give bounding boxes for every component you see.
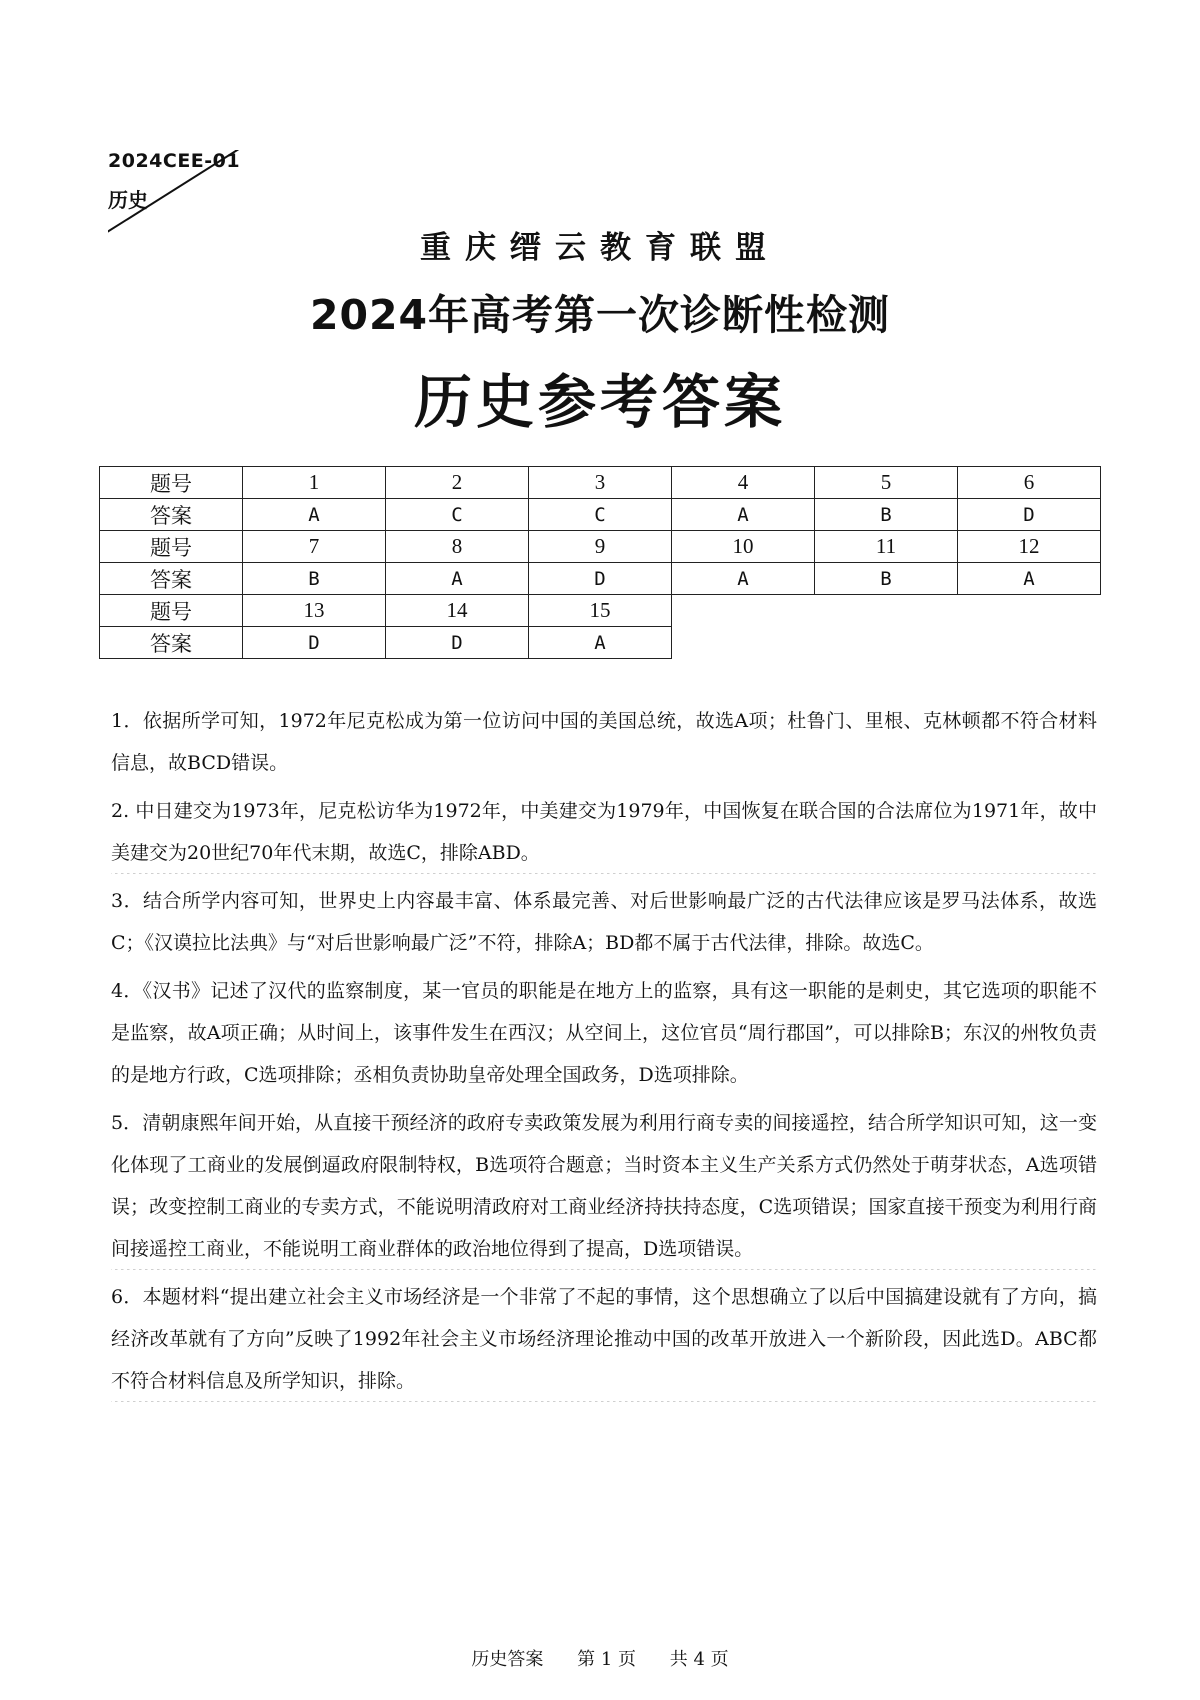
row-label: 答案	[100, 563, 243, 595]
empty-cell	[672, 627, 815, 659]
answer-cell: A	[529, 627, 672, 659]
organization-name: 重庆缙云教育联盟	[420, 230, 780, 266]
answer-row	[100, 627, 1101, 659]
answer-cell: A	[243, 499, 386, 531]
row-label: 答案	[100, 499, 243, 531]
answer-cell: D	[386, 627, 529, 659]
footer-label: 历史答案	[471, 1649, 544, 1670]
answer-table	[99, 466, 1101, 659]
question-number: 13	[243, 595, 386, 627]
question-number: 5	[815, 467, 958, 499]
question-number: 8	[386, 531, 529, 563]
answer-row	[100, 563, 1101, 595]
question-number-row	[100, 531, 1101, 563]
answer-cell: D	[529, 563, 672, 595]
question-number: 4	[672, 467, 815, 499]
answer-cell: A	[386, 563, 529, 595]
explanation-item: 6．本题材料“提出建立社会主义市场经济是一个非常了不起的事情，这个思想确立了以后中国搞建设就有了方向，搞经济改革就有了方向”反映了1992年社会主义市场经济理论推动中国的改革开放进入一个新阶段，因此选D。ABC都不符合材料信息及所学知识，排除。	[111, 1276, 1097, 1402]
question-number: 3	[529, 467, 672, 499]
subject-label: 历史	[108, 188, 148, 212]
page-total: 共 4 页	[669, 1649, 729, 1670]
question-number-row	[100, 467, 1101, 499]
question-number: 9	[529, 531, 672, 563]
exam-title: 2024年高考第一次诊断性检测	[309, 291, 891, 339]
answer-cell: A	[672, 563, 815, 595]
page-footer	[0, 1645, 1200, 1671]
explanation-item: 5．清朝康熙年间开始，从直接干预经济的政府专卖政策发展为利用行商专卖的间接遥控，结合所学知识可知，这一变化体现了工商业的发展倒逼政府限制特权，B选项符合题意；当时资本主义生产关系方式仍然处于萌芽状态，A选项错误；改变控制工商业的专卖方式，不能说明清政府对工商业经济持扶持态度，C选项错误；国家直接干预变为利用行商间接遥控工商业，不能说明工商业群体的政治地位得到了提高，D选项错误。	[111, 1102, 1097, 1270]
answer-cell: D	[958, 499, 1101, 531]
row-label: 题号	[100, 467, 243, 499]
question-number: 12	[958, 531, 1101, 563]
explanation-item: 2. 中日建交为1973年，尼克松访华为1972年，中美建交为1979年，中国恢复在联合国的合法席位为1971年，故中美建交为20世纪70年代末期，故选C，排除ABD。	[111, 790, 1097, 874]
explanation-item: 4．《汉书》记述了汉代的监察制度，某一官员的职能是在地方上的监察，具有这一职能的是刺史，其它选项的职能不是监察，故A项正确；从时间上，该事件发生在西汉；从空间上，这位官员“周行郡国”，可以排除B；东汉的州牧负责的是地方行政，C选项排除；丞相负责协助皇帝处理全国政务，D选项排除。	[111, 980, 1097, 1086]
answer-cell: A	[672, 499, 815, 531]
answer-cell: D	[243, 627, 386, 659]
answer-cell: A	[958, 563, 1101, 595]
empty-cell	[958, 595, 1101, 627]
question-number: 6	[958, 467, 1101, 499]
question-number: 10	[672, 531, 815, 563]
question-number: 2	[386, 467, 529, 499]
question-number: 15	[529, 595, 672, 627]
explanation-item: 3．结合所学内容可知，世界史上内容最丰富、体系最完善、对后世影响最广泛的古代法律应该是罗马法体系，故选C；《汉谟拉比法典》与“对后世影响最广泛”不符，排除A；BD都不属于古代法律，排除。故选C。	[111, 890, 1097, 954]
explanation-item: 1．依据所学可知，1972年尼克松成为第一位访问中国的美国总统，故选A项；杜鲁门、里根、克林顿都不符合材料信息，故BCD错误。	[111, 710, 1097, 774]
row-label: 题号	[100, 595, 243, 627]
answer-cell: B	[243, 563, 386, 595]
answer-cell: C	[529, 499, 672, 531]
answer-cell: B	[815, 499, 958, 531]
document-title: 历史参考答案	[413, 368, 786, 436]
question-number: 1	[243, 467, 386, 499]
question-number-row	[100, 595, 1101, 627]
question-number: 11	[815, 531, 958, 563]
exam-code: 2024CEE-01	[108, 150, 241, 172]
empty-cell	[958, 627, 1101, 659]
empty-cell	[815, 595, 958, 627]
empty-cell	[815, 627, 958, 659]
page-number: 第 1 页	[577, 1649, 636, 1670]
question-number: 7	[243, 531, 386, 563]
answer-cell: B	[815, 563, 958, 595]
empty-cell	[672, 595, 815, 627]
question-number: 14	[386, 595, 529, 627]
answer-cell: C	[386, 499, 529, 531]
explanation-list	[111, 700, 1097, 1408]
answer-row	[100, 499, 1101, 531]
row-label: 题号	[100, 531, 243, 563]
row-label: 答案	[100, 627, 243, 659]
